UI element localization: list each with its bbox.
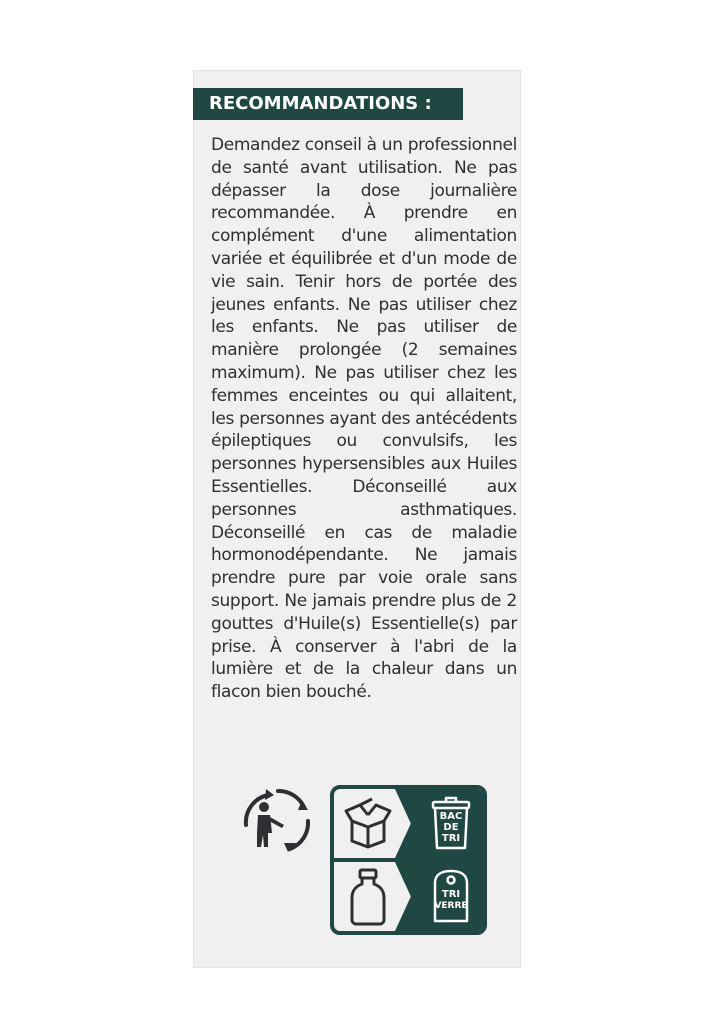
bottle-icon xyxy=(344,868,392,926)
recommendations-text: Demandez conseil à un professionnel de santé avant utilisation. Ne pas dépasser la dose journalière recommandée. À prendre en complément d'une alimentation variée et équilibrée et d'un mode de vie sain. Tenir hors de portée des jeunes enfants. Ne pas utiliser chez les enfants. Ne pas utiliser de manière prolongée (2 semaines maximum). Ne pas utiliser chez les femmes enceintes ou qui allaitent, les personnes ayant des antécédents épileptiques ou convulsifs, les personnes hypersensibles aux Huiles Essentielles. Déconseillé aux personnes asthmatiques. Déconseillé en cas de maladie hormonodépendante. Ne jamais prendre pure par voie orale sans support. Ne jamais prendre plus de 2 gouttes d'Huile(s) Essentielle(s) par prise. À conserver à l'abri de la lumière et de la chaleur dans un flacon bien bouché. xyxy=(211,135,517,703)
glass-label-line2: VERRE xyxy=(434,901,468,911)
sorting-row-bottle xyxy=(334,862,483,931)
bin-label-line1: BAC xyxy=(439,811,463,822)
bin-label-line3: TRI xyxy=(441,833,461,844)
glass-container-icon xyxy=(431,869,471,924)
sorting-guide xyxy=(330,785,487,935)
sorting-row-packaging xyxy=(334,789,483,858)
bin-label-line2: DE xyxy=(443,822,459,833)
sorting-bin-icon xyxy=(431,796,471,851)
triman-recycling-icon xyxy=(238,785,316,855)
recommendations-heading: RECOMMANDATIONS : xyxy=(193,88,463,120)
cardboard-box-icon xyxy=(344,795,392,851)
glass-label-line1: TRI xyxy=(441,889,461,900)
